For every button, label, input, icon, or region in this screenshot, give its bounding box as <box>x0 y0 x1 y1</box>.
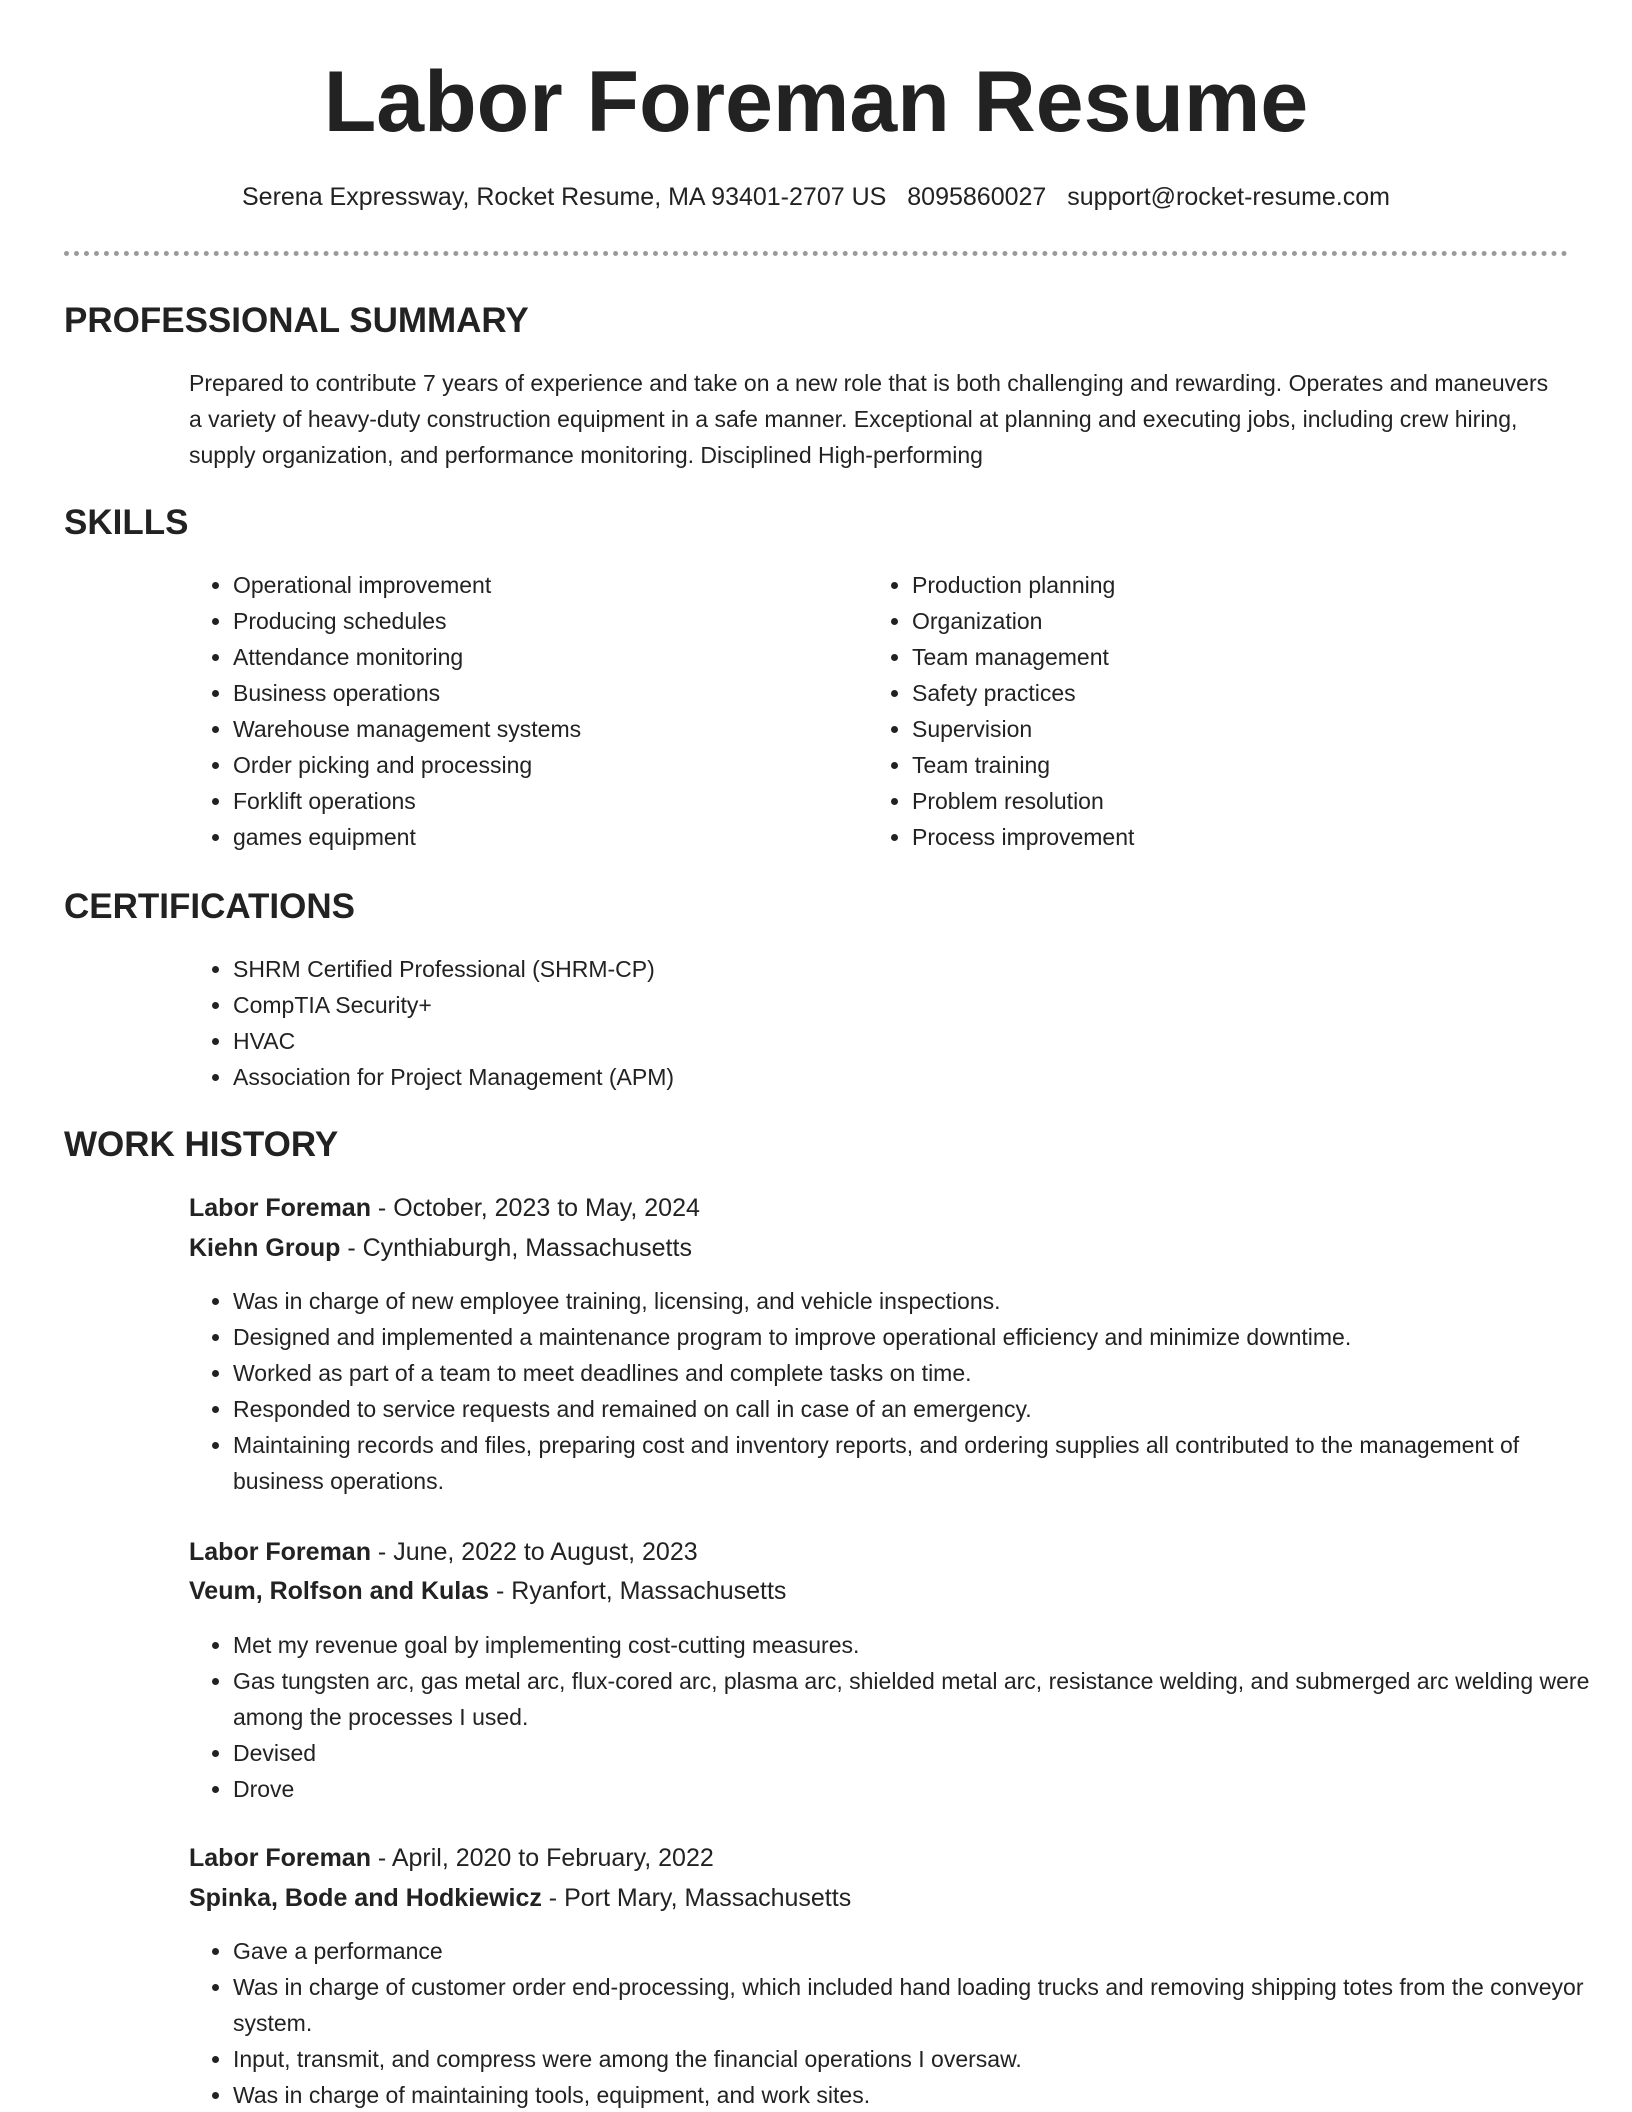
contact-address: Serena Expressway, Rocket Resume, MA 93401-2707 US <box>242 183 887 211</box>
summary-text: Prepared to contribute 7 years of experience and take on a new role that is both challenging and rewarding. Operates and maneuvers a variety of heavy-duty construction equipment in a safe manner. Exceptional at planning and executing jobs, including crew hiring, supply organization, and performance monitoring. Disciplined High-performing <box>189 370 1549 468</box>
skill-item: • Operational improvement <box>233 567 853 603</box>
skill-item: • Safety practices <box>912 675 1532 711</box>
contact-phone: 8095860027 <box>907 183 1047 211</box>
job-company-line <box>189 1230 692 1266</box>
job-bullets <box>189 1627 1603 1807</box>
skills-list-right <box>868 567 1532 855</box>
job-bullet: • Designed and implemented a maintenance program to improve operational efficiency and minimize downtime. <box>233 1319 1573 1355</box>
job-bullets <box>189 1283 1573 1499</box>
job-location: - Ryanfort, Massachusetts <box>489 1577 787 1605</box>
skill-item: • Team management <box>912 639 1532 675</box>
certification-item: • HVAC <box>233 1023 1433 1059</box>
job-title: Labor Foreman <box>189 1538 371 1566</box>
skill-item: • Warehouse management systems <box>233 711 853 747</box>
skill-item: • Organization <box>912 603 1532 639</box>
job-company-line <box>189 1880 851 1916</box>
skill-item: • Supervision <box>912 711 1532 747</box>
job-dates: - October, 2023 to May, 2024 <box>370 1194 700 1222</box>
certifications-list <box>189 951 1433 1095</box>
skill-item: • Business operations <box>233 675 853 711</box>
skills-heading: SKILLS <box>64 503 189 542</box>
job-dates: - April, 2020 to February, 2022 <box>370 1844 714 1872</box>
job-bullet: • Drove <box>233 1771 1603 1807</box>
job-bullet: • Input, transmit, and compress were among the financial operations I oversaw. <box>233 2041 1603 2077</box>
skill-item: • Team training <box>912 747 1532 783</box>
job-dates: - June, 2022 to August, 2023 <box>370 1538 698 1566</box>
summary-heading: PROFESSIONAL SUMMARY <box>64 301 529 340</box>
work-history-heading: WORK HISTORY <box>64 1125 339 1164</box>
job-bullet: • Gas tungsten arc, gas metal arc, flux-cored arc, plasma arc, shielded metal arc, resistance welding, and submerged arc welding were among the processes I used. <box>233 1663 1603 1735</box>
job-bullet: • Was in charge of customer order end-processing, which included hand loading trucks and removing shipping totes from the conveyor system. <box>233 1969 1603 2041</box>
skill-item: • Producing schedules <box>233 603 853 639</box>
job-bullets <box>189 1933 1603 2112</box>
job-bullet: • Devised <box>233 1735 1603 1771</box>
skill-item: • games equipment <box>233 819 853 855</box>
job-title-line <box>189 1190 700 1226</box>
job-bullet: • Was in charge of maintaining tools, equipment, and work sites. <box>233 2077 1603 2112</box>
certification-item: • CompTIA Security+ <box>233 987 1433 1023</box>
header-divider <box>64 251 1568 256</box>
job-title-line <box>189 1534 698 1570</box>
job-title: Labor Foreman <box>189 1194 371 1222</box>
job-bullet: • Worked as part of a team to meet deadlines and complete tasks on time. <box>233 1355 1573 1391</box>
job-bullet: • Maintaining records and files, preparing cost and inventory reports, and ordering supplies all contributed to the management of business operations. <box>233 1427 1573 1499</box>
certifications-heading: CERTIFICATIONS <box>64 887 356 926</box>
skill-item: • Process improvement <box>912 819 1532 855</box>
job-bullet: • Met my revenue goal by implementing cost-cutting measures. <box>233 1627 1603 1663</box>
job-company: Kiehn Group <box>189 1234 341 1262</box>
contact-line <box>0 180 1632 214</box>
skills-list-left <box>189 567 853 855</box>
skill-item: • Order picking and processing <box>233 747 853 783</box>
skill-item: • Forklift operations <box>233 783 853 819</box>
job-location: - Cynthiaburgh, Massachusetts <box>340 1234 692 1262</box>
job-bullet: • Was in charge of new employee training, licensing, and vehicle inspections. <box>233 1283 1573 1319</box>
resume-title: Labor Foreman Resume <box>323 54 1309 150</box>
certification-item: • SHRM Certified Professional (SHRM-CP) <box>233 951 1433 987</box>
contact-email: support@rocket-resume.com <box>1067 183 1390 211</box>
job-location: - Port Mary, Massachusetts <box>541 1884 852 1912</box>
skill-item: • Production planning <box>912 567 1532 603</box>
job-company: Spinka, Bode and Hodkiewicz <box>189 1884 542 1912</box>
job-company-line <box>189 1573 786 1609</box>
job-bullet: • Gave a performance <box>233 1933 1603 1969</box>
job-title-line <box>189 1840 714 1876</box>
certification-item: • Association for Project Management (APM) <box>233 1059 1433 1095</box>
skill-item: • Problem resolution <box>912 783 1532 819</box>
job-bullet: • Responded to service requests and remained on call in case of an emergency. <box>233 1391 1573 1427</box>
job-title: Labor Foreman <box>189 1844 371 1872</box>
skill-item: • Attendance monitoring <box>233 639 853 675</box>
job-company: Veum, Rolfson and Kulas <box>189 1577 490 1605</box>
